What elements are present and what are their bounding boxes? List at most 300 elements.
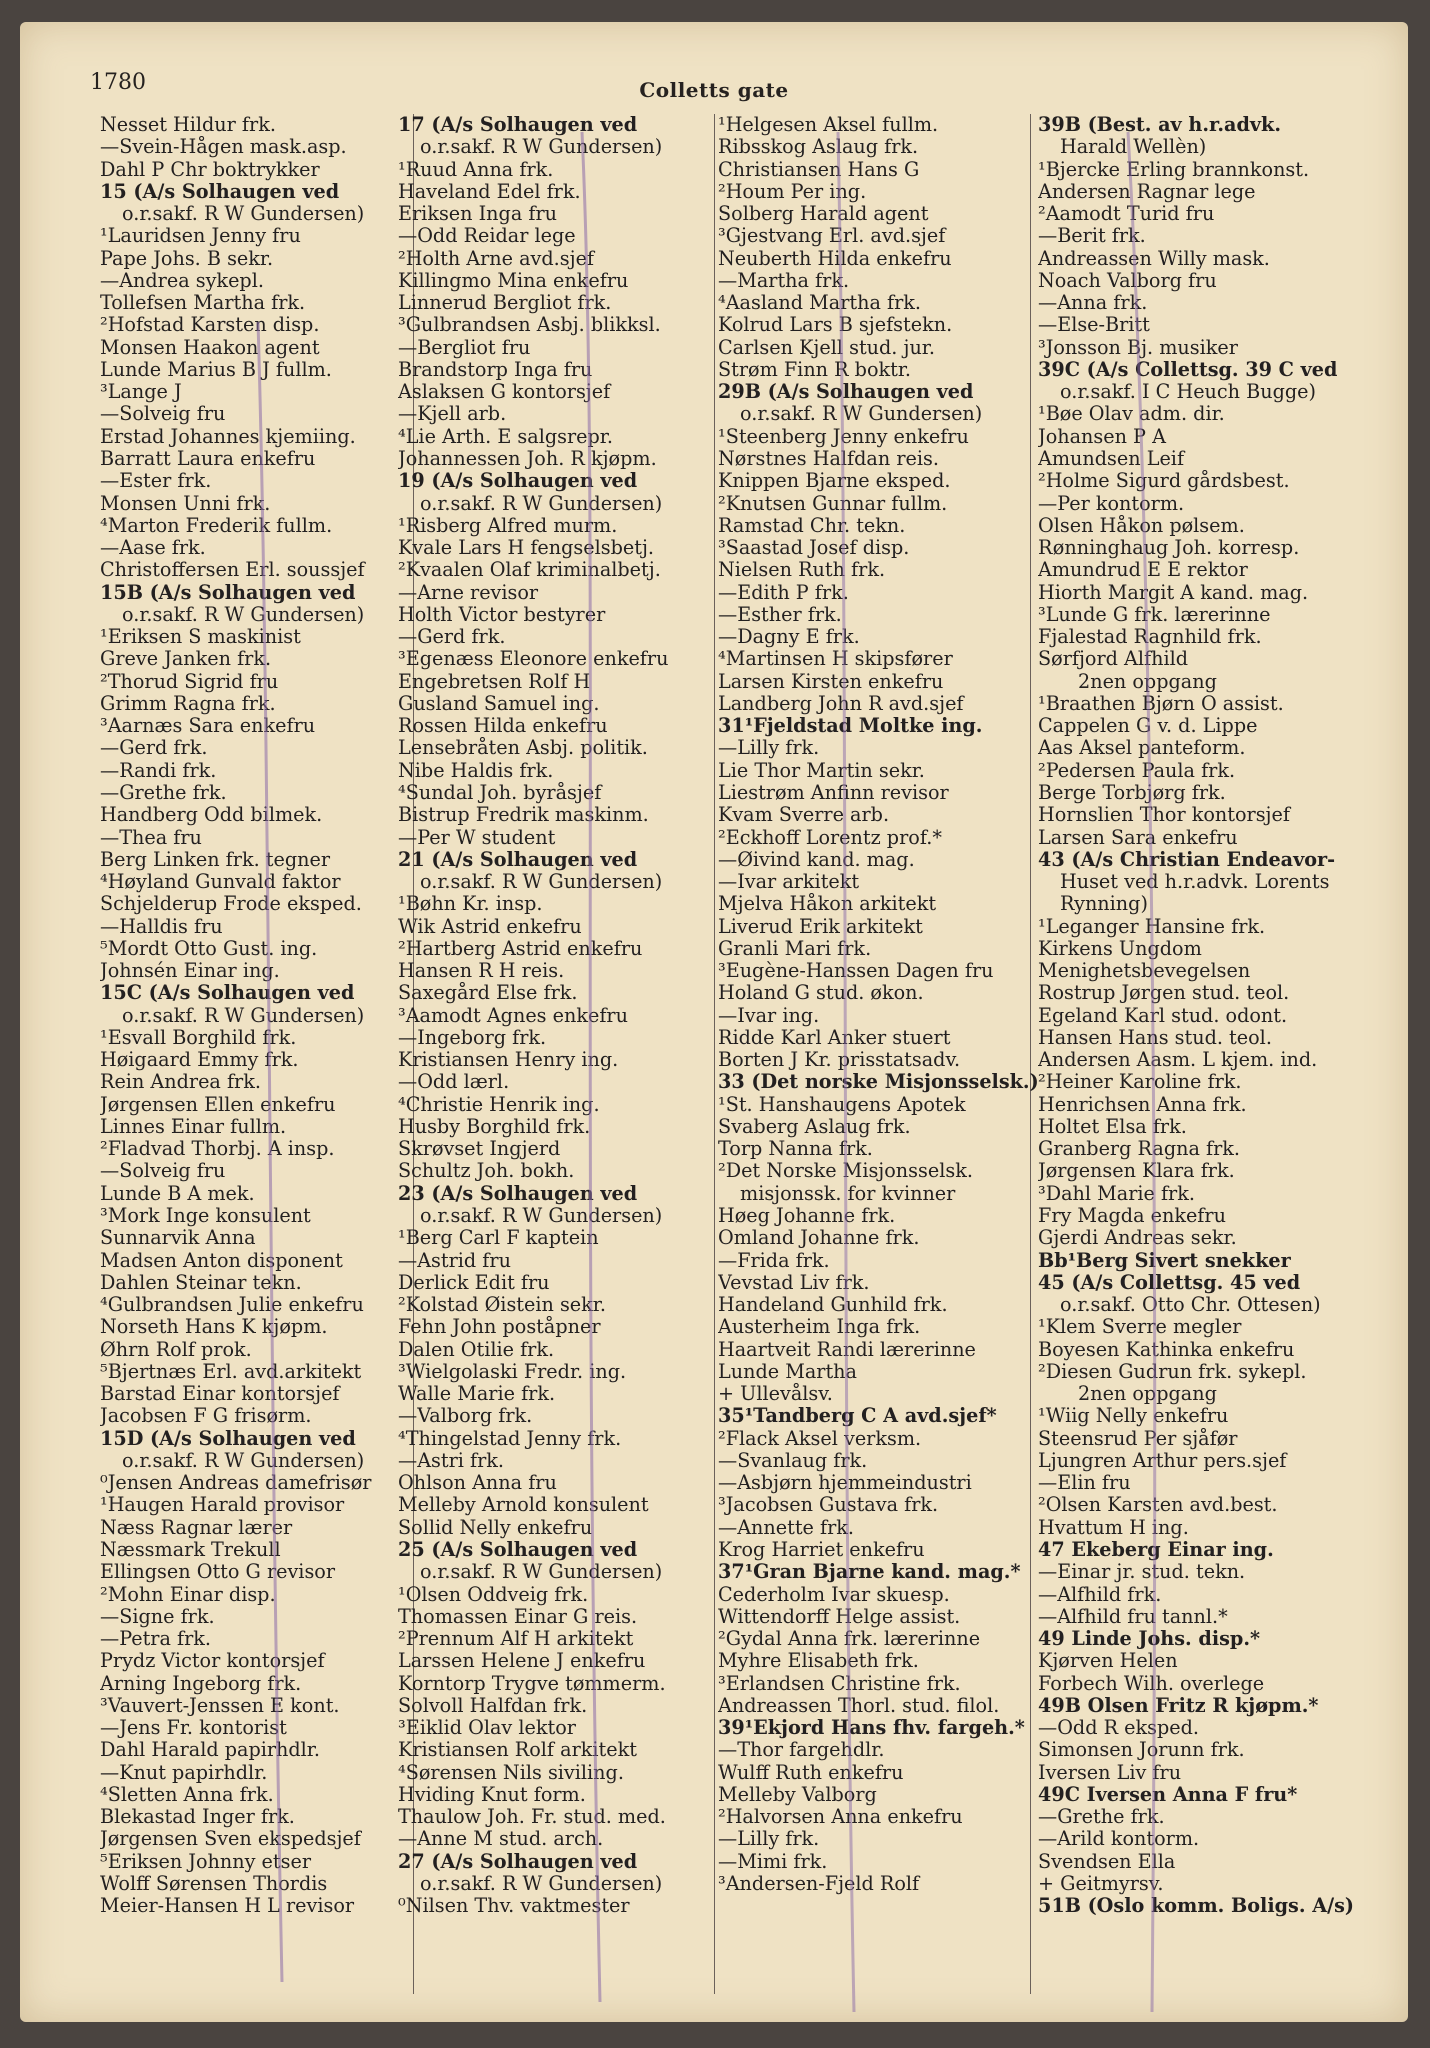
directory-entry: ⁴Sørensen Nils siviling. xyxy=(398,1761,624,1784)
directory-entry: —Thor fargehdlr. xyxy=(718,1739,885,1762)
directory-entry: —Grethe frk. xyxy=(100,781,227,804)
directory-entry: —Esther frk. xyxy=(718,603,842,626)
directory-entry: ²Heiner Karoline frk. xyxy=(1038,1071,1242,1094)
directory-entry: ⁴Christie Henrik ing. xyxy=(398,1093,600,1116)
directory-entry: Kvale Lars H fengselsbetj. xyxy=(398,537,655,560)
directory-entry: Kirkens Ungdom xyxy=(1038,937,1202,960)
directory-entry: o.r.sakf. R W Gundersen) xyxy=(420,492,663,515)
directory-entry: —Aase frk. xyxy=(100,537,206,560)
directory-entry: Monsen Unni frk. xyxy=(100,492,271,515)
directory-entry: Andersen Ragnar lege xyxy=(1038,180,1256,203)
directory-entry: Amundsen Leif xyxy=(1038,447,1185,470)
directory-entry: ³Mork Inge konsulent xyxy=(100,1205,311,1228)
directory-entry: Landberg John R avd.sjef xyxy=(718,692,964,715)
directory-entry: ³Dahl Marie frk. xyxy=(1038,1182,1195,1205)
directory-entry: Aslaksen G kontorsjef xyxy=(398,381,611,404)
directory-entry: —Kjell arb. xyxy=(398,403,507,426)
directory-entry: ⁴Aasland Martha frk. xyxy=(718,292,922,315)
directory-entry: —Halldis fru xyxy=(100,915,223,938)
directory-entry: 27 (A/s Solhaugen ved xyxy=(398,1850,638,1873)
directory-entry: —Annette frk. xyxy=(718,1516,854,1539)
directory-entry: Wulff Ruth enkefru xyxy=(718,1761,904,1784)
directory-entry: Ramstad Chr. tekn. xyxy=(718,514,906,537)
directory-entry: Monsen Haakon agent xyxy=(100,336,320,359)
directory-entry: 49 Linde Johs. disp.* xyxy=(1038,1628,1261,1651)
directory-entry: ³Eugène-Hanssen Dagen fru xyxy=(718,960,994,983)
directory-entry: —Ivar arkitekt xyxy=(718,871,860,894)
directory-entry: —Alfhild fru tannl.* xyxy=(1038,1605,1228,1628)
directory-column-4 xyxy=(1038,114,1378,1918)
directory-entry: —Valborg frk. xyxy=(398,1405,533,1428)
directory-entry: ²Knutsen Gunnar fullm. xyxy=(718,492,948,515)
directory-entry: ³Andersen-Fjeld Rolf xyxy=(718,1872,920,1895)
directory-entry: —Grethe frk. xyxy=(1038,1806,1165,1829)
directory-entry: Rossen Hilda enkefru xyxy=(398,715,608,738)
directory-entry: 51B (Oslo komm. Boligs. A/s) xyxy=(1038,1895,1354,1918)
directory-entry: Hansen Hans stud. teol. xyxy=(1038,1026,1272,1049)
directory-entry: Holtet Elsa frk. xyxy=(1038,1115,1187,1138)
directory-entry: Carlsen Kjell stud. jur. xyxy=(718,336,935,359)
directory-entry: o.r.sakf. R W Gundersen) xyxy=(420,1561,663,1584)
directory-entry: Kjørven Helen xyxy=(1038,1650,1178,1673)
directory-entry: Liverud Erik arkitekt xyxy=(718,915,923,938)
directory-entry: —Gerd frk. xyxy=(100,737,208,760)
directory-entry: —Signe frk. xyxy=(100,1605,215,1628)
directory-entry: ³Lange J xyxy=(100,381,182,404)
directory-entry: ¹Braathen Bjørn O assist. xyxy=(1038,692,1284,715)
directory-entry: Sollid Nelly enkefru xyxy=(398,1516,593,1539)
directory-entry: 15B (A/s Solhaugen ved xyxy=(100,581,356,604)
directory-entry: Vevstad Liv frk. xyxy=(718,1271,870,1294)
directory-entry: ²Hofstad Karsten disp. xyxy=(100,314,320,337)
directory-entry: Næssmark Trekull xyxy=(100,1539,281,1561)
directory-entry: Aas Aksel panteform. xyxy=(1038,737,1246,760)
directory-entry: 21 (A/s Solhaugen ved xyxy=(398,848,638,871)
directory-entry: Høeg Johanne frk. xyxy=(718,1205,896,1228)
directory-entry: —Martha frk. xyxy=(718,269,850,292)
directory-entry: Liestrøm Anfinn revisor xyxy=(718,781,949,804)
directory-entry: —Odd R eksped. xyxy=(1038,1717,1199,1740)
directory-entry: 39C (A/s Collettsg. 39 C ved xyxy=(1038,358,1338,381)
directory-entry: Eriksen Inga fru xyxy=(398,203,557,226)
directory-entry: —Per W student xyxy=(398,826,556,849)
directory-entry: Hviding Knut form. xyxy=(398,1783,586,1806)
directory-entry: Nielsen Ruth frk. xyxy=(718,559,886,582)
directory-entry: Lunde B A mek. xyxy=(100,1182,255,1205)
directory-entry: 15D (A/s Solhaugen ved xyxy=(100,1427,356,1450)
directory-entry: —Asbjørn hjemmeindustri xyxy=(718,1472,972,1495)
directory-entry: Lunde Marius B J fullm. xyxy=(100,358,332,381)
directory-entry: Schultz Joh. bokh. xyxy=(398,1160,575,1183)
directory-entry: 47 Ekeberg Einar ing. xyxy=(1038,1539,1274,1561)
directory-entry: Johannessen Joh. R kjøpm. xyxy=(398,447,657,470)
directory-entry: ¹Haugen Harald provisor xyxy=(100,1494,345,1517)
directory-entry: ³Jacobsen Gustava frk. xyxy=(718,1494,939,1517)
directory-entry: ¹Steenberg Jenny enkefru xyxy=(718,425,969,448)
directory-entry: Fjalestad Ragnhild frk. xyxy=(1038,626,1262,649)
directory-entry: ⁴Sletten Anna frk. xyxy=(100,1783,274,1806)
directory-entry: o.r.sakf. R W Gundersen) xyxy=(420,1205,663,1228)
directory-entry: —Arild kontorm. xyxy=(1038,1828,1200,1851)
directory-entry: Norseth Hans K kjøpm. xyxy=(100,1316,328,1339)
directory-entry: —Randi frk. xyxy=(100,759,217,782)
directory-entry: ²Thorud Sigrid fru xyxy=(100,670,279,693)
directory-entry: ³Egenæss Eleonore enkefru xyxy=(398,648,669,671)
directory-entry: Johansen P A xyxy=(1038,425,1166,448)
directory-entry: Andreassen Willy mask. xyxy=(1038,247,1270,270)
directory-entry: ²Det Norske Misjonsselsk. xyxy=(718,1160,973,1183)
directory-entry: o.r.sakf. Otto Chr. Ottesen) xyxy=(1060,1294,1321,1317)
directory-entry: 2nen oppgang xyxy=(1078,670,1217,693)
directory-entry: —Ivar ing. xyxy=(718,1004,820,1027)
directory-entry: —Gerd frk. xyxy=(398,626,506,649)
directory-entry: Steensrud Per sjåfør xyxy=(1038,1427,1238,1450)
directory-entry: Thomassen Einar G reis. xyxy=(398,1605,638,1628)
directory-entry: Øhrn Rolf prok. xyxy=(100,1338,252,1361)
directory-entry: ²Holme Sigurd gårdsbest. xyxy=(1038,470,1290,493)
directory-entry: Torp Nanna frk. xyxy=(718,1138,873,1161)
directory-entry: —Svanlaug frk. xyxy=(718,1449,868,1472)
directory-entry: Wolff Sørensen Thordis xyxy=(100,1872,328,1895)
directory-entry: Henrichsen Anna frk. xyxy=(1038,1093,1247,1116)
directory-entry: Husby Borghild frk. xyxy=(398,1115,591,1138)
directory-entry: Pape Johs. B sekr. xyxy=(100,247,274,270)
directory-entry: ⁰Jensen Andreas damefrisør xyxy=(100,1472,372,1495)
directory-entry: —Astri frk. xyxy=(398,1449,505,1472)
directory-entry: ⁵Eriksen Johnny etser xyxy=(100,1850,311,1873)
directory-entry: Lie Thor Martin sekr. xyxy=(718,759,925,782)
directory-entry: ¹Bøhn Kr. insp. xyxy=(398,893,543,916)
directory-entry: ⁴Martinsen H skipsfører xyxy=(718,648,953,671)
directory-entry: Berg Linken frk. tegner xyxy=(100,848,331,871)
directory-entry: ²Eckhoff Lorentz prof.* xyxy=(718,826,942,849)
directory-entry: —Else-Britt xyxy=(1038,314,1150,337)
directory-entry: Nibe Haldis frk. xyxy=(398,759,554,782)
directory-entry: o.r.sakf. R W Gundersen) xyxy=(420,136,663,159)
directory-entry: Killingmo Mina enkefru xyxy=(398,269,629,292)
directory-entry: ⁴Gulbrandsen Julie enkefru xyxy=(100,1294,364,1317)
directory-page xyxy=(20,22,1408,2022)
directory-entry: 37¹Gran Bjarne kand. mag.* xyxy=(718,1561,1021,1584)
directory-entry: Linnerud Bergliot frk. xyxy=(398,292,612,315)
directory-entry: —Odd Reidar lege xyxy=(398,225,576,248)
directory-entry: ¹Berg Carl F kaptein xyxy=(398,1227,599,1250)
directory-entry: Solvoll Halfdan frk. xyxy=(398,1694,588,1717)
directory-entry: —Mimi frk. xyxy=(718,1850,828,1873)
directory-entry: 15 (A/s Solhaugen ved xyxy=(100,180,340,203)
directory-entry: Gjerdi Andreas sekr. xyxy=(1038,1227,1237,1250)
street-heading: Colletts gate xyxy=(639,78,789,102)
directory-entry: Barstad Einar kontorsjef xyxy=(100,1383,340,1406)
directory-entry: o.r.sakf. R W Gundersen) xyxy=(122,1449,365,1472)
directory-entry: Fry Magda enkefru xyxy=(1038,1205,1226,1228)
directory-entry: —Petra frk. xyxy=(100,1628,212,1651)
directory-entry: —Anna frk. xyxy=(1038,292,1148,315)
directory-entry: —Berit frk. xyxy=(1038,225,1146,248)
directory-entry: ²Diesen Gudrun frk. sykepl. xyxy=(1038,1360,1307,1383)
directory-entry: Derlick Edit fru xyxy=(398,1271,550,1294)
directory-entry: 49B Olsen Fritz R kjøpm.* xyxy=(1038,1694,1319,1717)
directory-entry: ⁴Thingelstad Jenny frk. xyxy=(398,1427,622,1450)
directory-entry: 49C Iversen Anna F fru* xyxy=(1038,1783,1298,1806)
directory-entry: Holth Victor bestyrer xyxy=(398,603,606,626)
directory-entry: Fehn John poståpner xyxy=(398,1316,601,1339)
directory-entry: ²Pedersen Paula frk. xyxy=(1038,759,1236,782)
directory-entry: —Øivind kand. mag. xyxy=(718,848,915,871)
directory-entry: Erstad Johannes kjemiing. xyxy=(100,425,356,448)
directory-entry: Kristiansen Henry ing. xyxy=(398,1049,619,1072)
directory-entry: Sørfjord Alfhild xyxy=(1038,648,1189,671)
directory-entry: Larssen Helene J enkefru xyxy=(398,1650,646,1673)
directory-entry: Haveland Edel frk. xyxy=(398,180,581,203)
directory-entry: Cederholm Ivar skuesp. xyxy=(718,1583,950,1606)
directory-entry: Kvam Sverre arb. xyxy=(718,804,890,827)
directory-entry: ¹Esvall Borghild frk. xyxy=(100,1026,297,1049)
directory-entry: Rynning) xyxy=(1060,893,1148,916)
directory-entry: ¹Olsen Oddveig frk. xyxy=(398,1583,589,1606)
directory-entry: o.r.sakf. R W Gundersen) xyxy=(740,403,983,426)
directory-entry: ²Fladvad Thorbj. A insp. xyxy=(100,1138,335,1161)
directory-entry: —Ingeborg frk. xyxy=(398,1026,547,1049)
directory-entry: Melleby Arnold konsulent xyxy=(398,1494,649,1517)
directory-entry: o.r.sakf. R W Gundersen) xyxy=(122,603,365,626)
directory-entry: Wittendorff Helge assist. xyxy=(718,1605,961,1628)
directory-entry: Amundrud E E rektor xyxy=(1038,559,1248,582)
directory-entry: Nørstnes Halfdan reis. xyxy=(718,447,939,470)
directory-entry: Saxegård Else frk. xyxy=(398,982,578,1005)
directory-entry: —Solveig fru xyxy=(100,403,226,426)
directory-entry: ¹Bøe Olav adm. dir. xyxy=(1038,403,1225,426)
directory-entry: Granberg Ragna frk. xyxy=(1038,1138,1240,1161)
directory-entry: Borten J Kr. prisstatsadv. xyxy=(718,1049,961,1072)
directory-entry: 29B (A/s Solhaugen ved xyxy=(718,381,974,404)
directory-entry: ³Jonsson Bj. musiker xyxy=(1038,336,1238,359)
directory-entry: ²Prennum Alf H arkitekt xyxy=(398,1628,634,1651)
directory-entry: + Ullevålsv. xyxy=(718,1383,833,1406)
directory-column-2 xyxy=(398,114,738,1918)
directory-entry: Knippen Bjarne eksped. xyxy=(718,470,951,493)
directory-entry: o.r.sakf. R W Gundersen) xyxy=(420,871,663,894)
directory-entry: ³Aamodt Agnes enkefru xyxy=(398,1004,628,1027)
directory-entry: Lunde Martha xyxy=(718,1360,857,1383)
directory-entry: —Einar jr. stud. tekn. xyxy=(1038,1561,1246,1584)
directory-entry: Holand G stud. økon. xyxy=(718,982,924,1005)
directory-entry: Simonsen Jorunn frk. xyxy=(1038,1739,1245,1762)
directory-entry: —Jens Fr. kontorist xyxy=(100,1717,287,1740)
directory-entry: Olsen Håkon pølsem. xyxy=(1038,514,1245,537)
directory-entry: ²Halvorsen Anna enkefru xyxy=(718,1806,963,1829)
directory-entry: Bistrup Fredrik maskinm. xyxy=(398,804,649,827)
directory-entry: Thaulow Joh. Fr. stud. med. xyxy=(398,1806,666,1829)
directory-entry: ³Gjestvang Erl. avd.sjef xyxy=(718,225,946,248)
directory-entry: Grimm Ragna frk. xyxy=(100,692,276,715)
directory-entry: ²Gydal Anna frk. lærerinne xyxy=(718,1628,981,1651)
directory-entry: ³Wielgolaski Fredr. ing. xyxy=(398,1360,627,1383)
directory-entry: Høigaard Emmy frk. xyxy=(100,1049,299,1072)
directory-entry: Ridde Karl Anker stuert xyxy=(718,1026,951,1049)
directory-entry: —Bergliot fru xyxy=(398,336,531,359)
directory-entry: 25 (A/s Solhaugen ved xyxy=(398,1539,638,1561)
directory-entry: Lensebråten Asbj. politik. xyxy=(398,737,648,760)
directory-entry: Harald Wellèn) xyxy=(1060,136,1207,159)
directory-entry: Gusland Samuel ing. xyxy=(398,692,600,715)
directory-entry: Ljungren Arthur pers.sjef xyxy=(1038,1449,1287,1472)
directory-entry: o.r.sakf. R W Gundersen) xyxy=(122,1004,365,1027)
directory-entry: ³Erlandsen Christine frk. xyxy=(718,1672,961,1695)
directory-entry: —Ester frk. xyxy=(100,470,212,493)
directory-entry: ⁴Lie Arth. E salgsrepr. xyxy=(398,425,613,448)
directory-entry: Myhre Elisabeth frk. xyxy=(718,1650,919,1673)
directory-entry: ²Aamodt Turid fru xyxy=(1038,203,1215,226)
directory-entry: Hiorth Margit A kand. mag. xyxy=(1038,581,1309,604)
directory-entry: Granli Mari frk. xyxy=(718,937,872,960)
directory-entry: Blekastad Inger frk. xyxy=(100,1806,295,1829)
directory-entry: Krog Harriet enkefru xyxy=(718,1539,925,1561)
directory-entry: Dalen Otilie frk. xyxy=(398,1338,555,1361)
directory-entry: —Edith P frk. xyxy=(718,581,849,604)
directory-entry: Forbech Wilh. overlege xyxy=(1038,1672,1265,1695)
directory-entry: Larsen Kirsten enkefru xyxy=(718,670,944,693)
directory-entry: o.r.sakf. I C Heuch Bugge) xyxy=(1060,381,1316,404)
directory-entry: —Svein-Hågen mask.asp. xyxy=(100,136,347,159)
directory-entry: Jørgensen Ellen enkefru xyxy=(100,1093,336,1116)
directory-entry: ⁴Sundal Joh. byråsjef xyxy=(398,781,602,804)
directory-entry: Mjelva Håkon arkitekt xyxy=(718,893,937,916)
directory-entry: 19 (A/s Solhaugen ved xyxy=(398,470,638,493)
directory-entry: 43 (A/s Christian Endeavor- xyxy=(1038,848,1336,871)
directory-entry: Hvattum H ing. xyxy=(1038,1516,1189,1539)
directory-entry: ¹Eriksen S maskinist xyxy=(100,626,301,649)
directory-entry: Skrøvset Ingjerd xyxy=(398,1138,561,1161)
directory-entry: Linnes Einar fullm. xyxy=(100,1115,287,1138)
directory-entry: —Per kontorm. xyxy=(1038,492,1185,515)
directory-entry: 17 (A/s Solhaugen ved xyxy=(398,114,638,136)
directory-entry: Nesset Hildur frk. xyxy=(100,114,276,136)
directory-entry: Greve Janken frk. xyxy=(100,648,272,671)
directory-entry: Handeland Gunhild frk. xyxy=(718,1294,948,1317)
directory-entry: Iversen Liv fru xyxy=(1038,1761,1182,1784)
directory-entry: Christoffersen Erl. soussjef xyxy=(100,559,365,582)
directory-column-3 xyxy=(718,114,1058,1895)
directory-entry: Sunnarvik Anna xyxy=(100,1227,256,1250)
directory-entry: 33 (Det norske Misjonsselsk.) xyxy=(718,1071,1039,1094)
page-number: 1780 xyxy=(90,70,146,95)
directory-entry: ²Kvaalen Olaf kriminalbetj. xyxy=(398,559,661,582)
directory-entry: Kolrud Lars B sjefstekn. xyxy=(718,314,953,337)
directory-entry: Egeland Karl stud. odont. xyxy=(1038,1004,1288,1027)
directory-entry: —Knut papirhdlr. xyxy=(100,1761,268,1784)
directory-entry: Menighetsbevegelsen xyxy=(1038,960,1251,983)
directory-entry: Boyesen Kathinka enkefru xyxy=(1038,1338,1295,1361)
directory-entry: 45 (A/s Collettsg. 45 ved xyxy=(1038,1271,1301,1294)
directory-entry: —Alfhild frk. xyxy=(1038,1583,1162,1606)
directory-entry: Walle Marie frk. xyxy=(398,1383,556,1406)
directory-entry: —Thea fru xyxy=(100,826,202,849)
directory-entry: 23 (A/s Solhaugen ved xyxy=(398,1182,638,1205)
directory-entry: Schjelderup Frode eksped. xyxy=(100,893,362,916)
directory-entry: 39¹Ekjord Hans fhv. fargeh.* xyxy=(718,1717,1025,1740)
directory-entry: ⁴Høyland Gunvald faktor xyxy=(100,871,341,894)
directory-entry: —Elin fru xyxy=(1038,1472,1131,1495)
directory-entry: ¹Ruud Anna frk. xyxy=(398,158,554,181)
directory-entry: Næss Ragnar lærer xyxy=(100,1516,293,1539)
directory-entry: o.r.sakf. R W Gundersen) xyxy=(420,1872,663,1895)
directory-entry: ²Holth Arne avd.sjef xyxy=(398,247,595,270)
directory-entry: ¹Bjercke Erling brannkonst. xyxy=(1038,158,1310,181)
directory-entry: Dahlen Steinar tekn. xyxy=(100,1271,302,1294)
directory-entry: Haartveit Randi lærerinne xyxy=(718,1338,976,1361)
directory-entry: ¹Klem Sverre megler xyxy=(1038,1316,1242,1339)
directory-entry: 35¹Tandberg C A avd.sjef* xyxy=(718,1405,997,1428)
directory-entry: Dahl Harald papirhdlr. xyxy=(100,1739,320,1762)
directory-entry: Larsen Sara enkefru xyxy=(1038,826,1238,849)
directory-entry: Johnsén Einar ing. xyxy=(100,960,280,983)
directory-entry: Berge Torbjørg frk. xyxy=(1038,781,1226,804)
directory-entry: Madsen Anton disponent xyxy=(100,1249,343,1272)
directory-entry: ⁴Marton Frederik fullm. xyxy=(100,514,333,537)
directory-entry: ²Kolstad Øistein sekr. xyxy=(398,1294,606,1317)
directory-entry: Melleby Valborg xyxy=(718,1783,877,1806)
directory-entry: ¹Lauridsen Jenny fru xyxy=(100,225,301,248)
directory-entry: Rein Andrea frk. xyxy=(100,1071,261,1094)
directory-entry: —Frida frk. xyxy=(718,1249,830,1272)
directory-entry: 31¹Fjeldstad Moltke ing. xyxy=(718,715,983,738)
directory-entry: Hansen R H reis. xyxy=(398,960,565,983)
directory-entry: —Solveig fru xyxy=(100,1160,226,1183)
directory-entry: Meier-Hansen H L revisor xyxy=(100,1895,355,1918)
directory-column-1 xyxy=(100,114,440,1918)
directory-entry: —Arne revisor xyxy=(398,581,539,604)
directory-entry: Noach Valborg fru xyxy=(1038,269,1217,292)
directory-entry: ³Aarnæs Sara enkefru xyxy=(100,715,316,738)
directory-entry: Tollefsen Martha frk. xyxy=(100,292,306,315)
directory-entry: o.r.sakf. R W Gundersen) xyxy=(122,203,365,226)
directory-entry: ¹St. Hanshaugens Apotek xyxy=(718,1093,966,1116)
directory-entry: —Anne M stud. arch. xyxy=(398,1828,604,1851)
directory-entry: ¹Leganger Hansine frk. xyxy=(1038,915,1266,938)
directory-entry: —Andrea sykepl. xyxy=(100,269,264,292)
directory-entry: Engebretsen Rolf H xyxy=(398,670,591,693)
directory-entry: Strøm Finn R boktr. xyxy=(718,358,912,381)
directory-entry: —Dagny E frk. xyxy=(718,626,860,649)
directory-entry: Dahl P Chr boktrykker xyxy=(100,158,320,181)
directory-entry: + Geitmyrsv. xyxy=(1038,1872,1164,1895)
directory-entry: ¹Helgesen Aksel fullm. xyxy=(718,114,939,136)
directory-entry: Wik Astrid enkefru xyxy=(398,915,582,938)
directory-entry: Svendsen Ella xyxy=(1038,1850,1176,1873)
directory-entry: 2nen oppgang xyxy=(1078,1383,1217,1406)
directory-entry: Omland Johanne frk. xyxy=(718,1227,920,1250)
directory-entry: Jacobsen F G frisørm. xyxy=(100,1405,312,1428)
directory-entry: Bb¹Berg Sivert snekker xyxy=(1038,1249,1291,1272)
directory-entry: Kristiansen Rolf arkitekt xyxy=(398,1739,637,1762)
directory-entry: —Lilly frk. xyxy=(718,1828,820,1851)
directory-entry: ⁵Bjertnæs Erl. avd.arkitekt xyxy=(100,1360,362,1383)
directory-entry: —Odd lærl. xyxy=(398,1071,510,1094)
directory-entry: Arning Ingeborg frk. xyxy=(100,1672,302,1695)
directory-entry: Neuberth Hilda enkefru xyxy=(718,247,952,270)
directory-entry: Cappelen G v. d. Lippe xyxy=(1038,715,1258,738)
directory-entry: Ribsskog Aslaug frk. xyxy=(718,136,919,159)
directory-entry: Jørgensen Klara frk. xyxy=(1038,1160,1235,1183)
directory-entry: —Lilly frk. xyxy=(718,737,820,760)
directory-entry: Ohlson Anna fru xyxy=(398,1472,557,1495)
directory-entry: Solberg Harald agent xyxy=(718,203,929,226)
directory-entry: Svaberg Aslaug frk. xyxy=(718,1115,911,1138)
directory-entry: Brandstorp Inga fru xyxy=(398,358,593,381)
directory-entry: ²Mohn Einar disp. xyxy=(100,1583,276,1606)
directory-entry: Andreassen Thorl. stud. filol. xyxy=(718,1694,1000,1717)
